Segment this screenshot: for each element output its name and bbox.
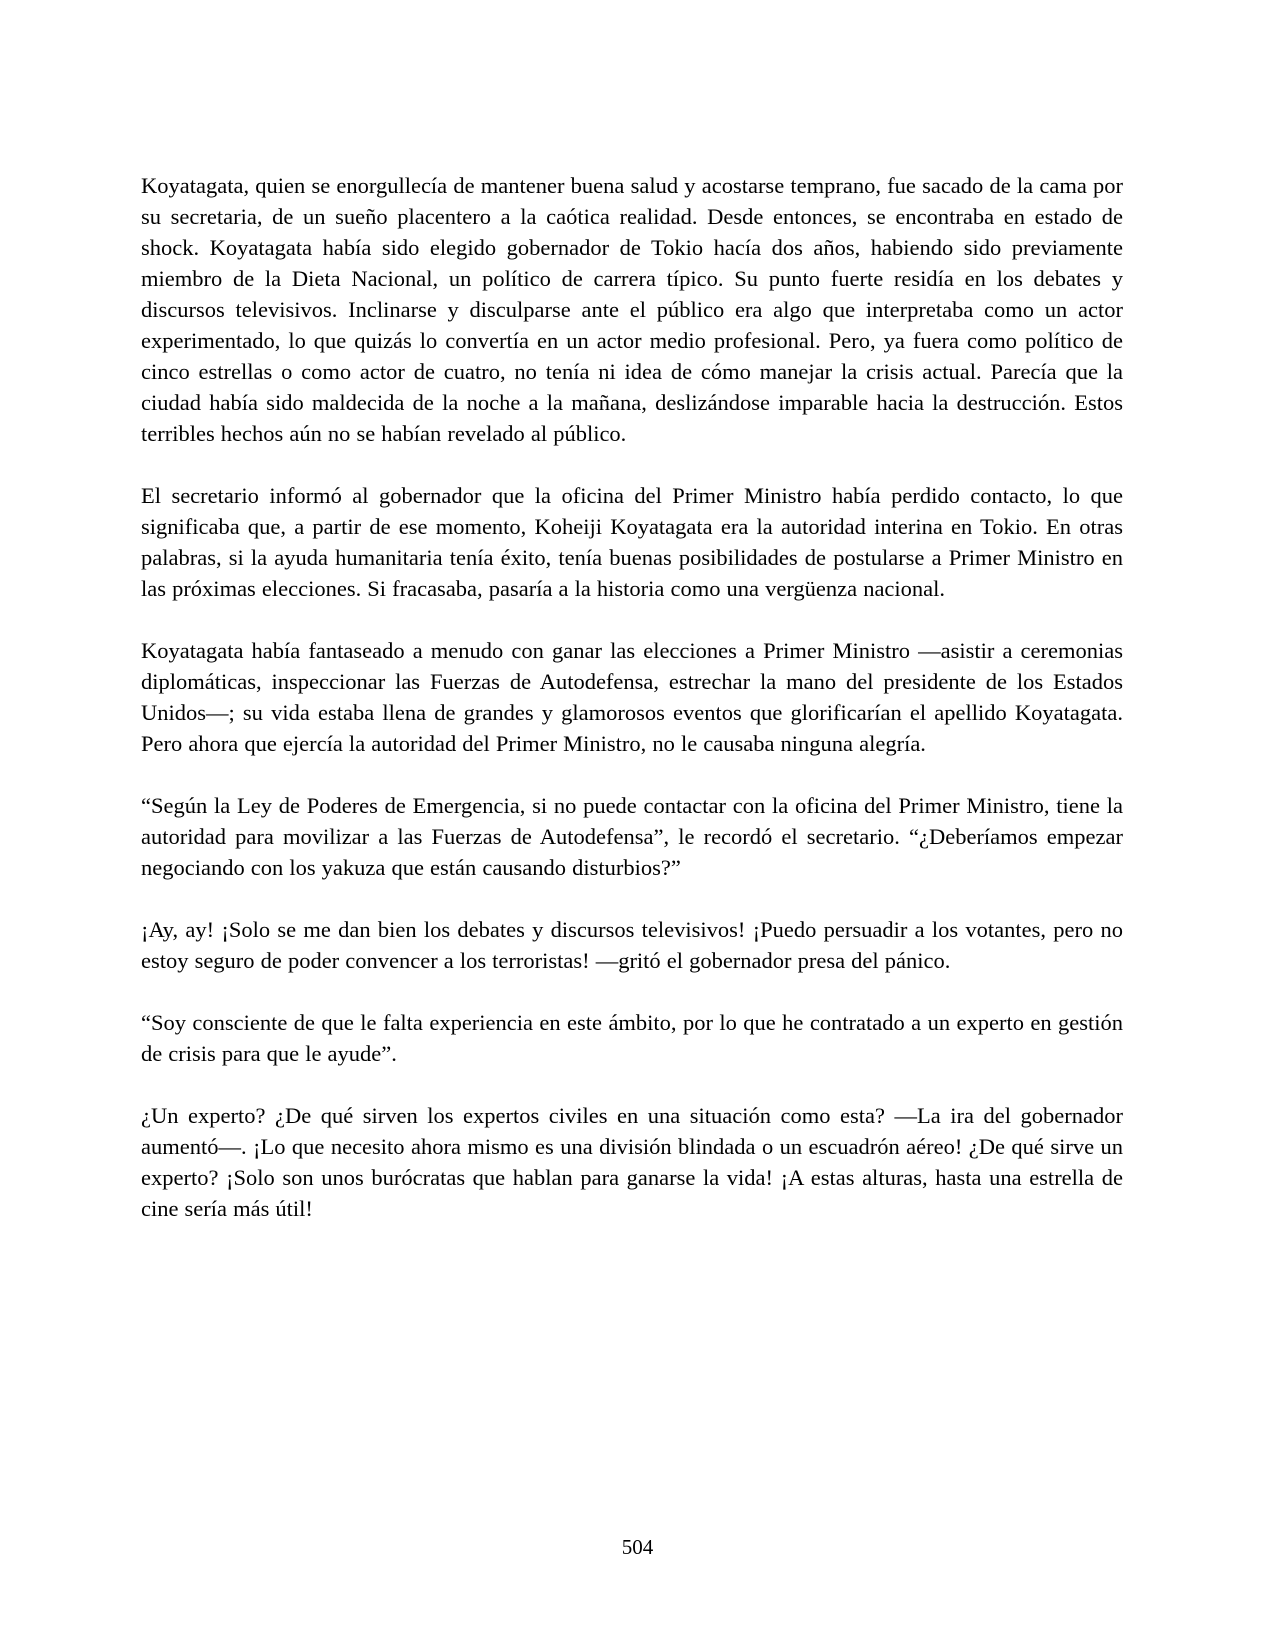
paragraph-2: El secretario informó al gobernador que la oficina del Primer Ministro había perdido contacto, lo que significaba que, a partir de ese momento, Koheiji Koyatagata era la autoridad interina en Tokio. En otras palabras, si la ayuda humanitaria tenía éxito, tenía buenas posibilidades de postularse a Primer Ministro en las próximas elecciones. Si fracasaba, pasaría a la historia como una vergüenza nacional.: [141, 483, 1123, 601]
paragraph-3: Koyatagata había fantaseado a menudo con ganar las elecciones a Primer Ministro —asistir a ceremonias diplomáticas, inspeccionar las Fuerzas de Autodefensa, estrechar la mano del presidente de los Estados Unidos—; su vida estaba llena de grandes y glamorosos eventos que glorificarían el apellido Koyatagata. Pero ahora que ejercía la autoridad del Primer Ministro, no le causaba ninguna alegría.: [141, 638, 1123, 756]
paragraph-6: “Soy consciente de que le falta experiencia en este ámbito, por lo que he contratado a un experto en gestión de crisis para que le ayude”.: [141, 1010, 1123, 1066]
paragraph-5: ¡Ay, ay! ¡Solo se me dan bien los debates y discursos televisivos! ¡Puedo persuadir a los votantes, pero no estoy seguro de poder convencer a los terroristas! —gritó el gobernador presa del pánico.: [141, 917, 1123, 973]
paragraph-4: “Según la Ley de Poderes de Emergencia, si no puede contactar con la oficina del Primer Ministro, tiene la autoridad para movilizar a las Fuerzas de Autodefensa”, le recordó el secretario. “¿Deberíamos empezar negociando con los yakuza que están causando disturbios?”: [141, 793, 1123, 880]
paragraph-1: Koyatagata, quien se enorgullecía de mantener buena salud y acostarse temprano, fue sacado de la cama por su secretaria, de un sueño placentero a la caótica realidad. Desde entonces, se encontraba en estado de shock. Koyatagata había sido elegido gobernador de Tokio hacía dos años, habiendo sido previamente miembro de la Dieta Nacional, un político de carrera típico. Su punto fuerte residía en los debates y discursos televisivos. Inclinarse y disculparse ante el público era algo que interpretaba como un actor experimentado, lo que quizás lo convertía en un actor medio profesional. Pero, ya fuera como político de cinco estrellas o como actor de cuatro, no tenía ni idea de cómo manejar la crisis actual. Parecía que la ciudad había sido maldecida de la noche a la mañana, deslizándose imparable hacia la destrucción. Estos terribles hechos aún no se habían revelado al público.: [141, 173, 1123, 446]
paragraph-7: ¿Un experto? ¿De qué sirven los expertos civiles en una situación como esta? —La ira del gobernador aumentó—. ¡Lo que necesito ahora mismo es una división blindada o un escuadrón aéreo! ¿De qué sirve un experto? ¡Solo son unos burócratas que hablan para ganarse la vida! ¡A estas alturas, hasta una estrella de cine sería más útil!: [141, 1103, 1123, 1221]
page-body-text: [141, 170, 1123, 1255]
page-number: 504: [621, 1535, 654, 1559]
